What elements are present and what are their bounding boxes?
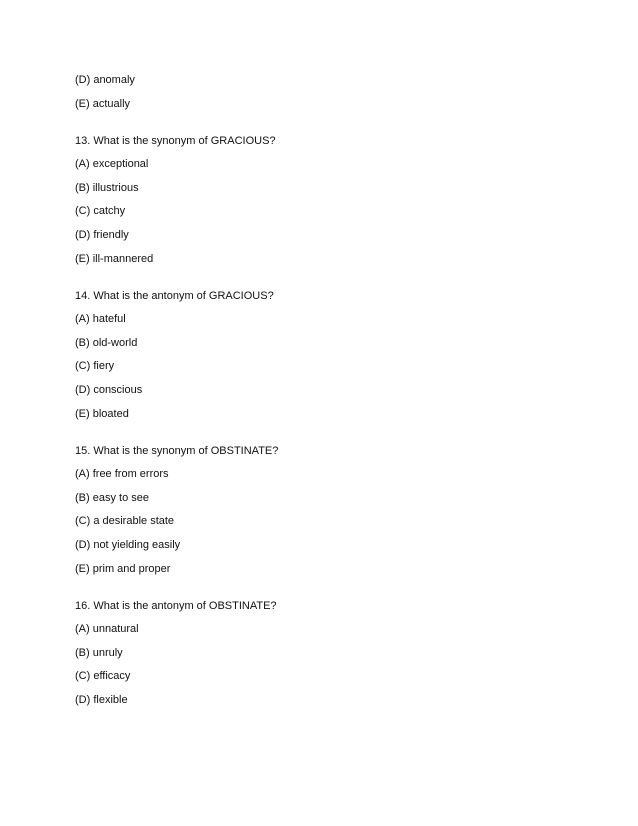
question-block-13: [75, 134, 595, 266]
question-block-14: [75, 289, 595, 421]
option-c: (C) catchy: [75, 205, 126, 218]
option-b: (B) illustrious: [75, 181, 139, 194]
option-e: (E) ill-mannered: [75, 252, 154, 265]
option-e: (E) bloated: [75, 407, 129, 420]
option-a: (A) exceptional: [75, 158, 149, 171]
option-a: (A) hateful: [75, 313, 126, 326]
question-block-15: [75, 444, 595, 576]
option-d: (D) not yielding easily: [75, 538, 181, 551]
question-list: [75, 73, 595, 716]
option-b: (B) old-world: [75, 336, 138, 349]
option-b: (B) unruly: [75, 646, 123, 659]
option-d: (D) anomaly: [75, 74, 135, 86]
option-d: (D) conscious: [75, 383, 143, 396]
option-d: (D) flexible: [75, 693, 128, 706]
option-e: (E) prim and proper: [75, 562, 171, 575]
option-b: (B) easy to see: [75, 491, 149, 504]
question-prompt: 14. What is the antonym of GRACIOUS?: [75, 289, 274, 302]
option-c: (C) a desirable state: [75, 515, 175, 528]
question-prompt: 13. What is the synonym of GRACIOUS?: [75, 134, 276, 147]
option-d: (D) friendly: [75, 228, 129, 241]
option-a: (A) free from errors: [75, 468, 169, 481]
option-c: (C) fiery: [75, 360, 115, 373]
question-prompt: 15. What is the synonym of OBSTINATE?: [75, 444, 279, 457]
option-e: (E) actually: [75, 97, 131, 110]
question-block-16: [75, 599, 595, 707]
question-block-12-continued: [75, 73, 595, 111]
option-c: (C) efficacy: [75, 670, 131, 683]
question-prompt: 16. What is the antonym of OBSTINATE?: [75, 599, 277, 612]
option-a: (A) unnatural: [75, 623, 139, 636]
